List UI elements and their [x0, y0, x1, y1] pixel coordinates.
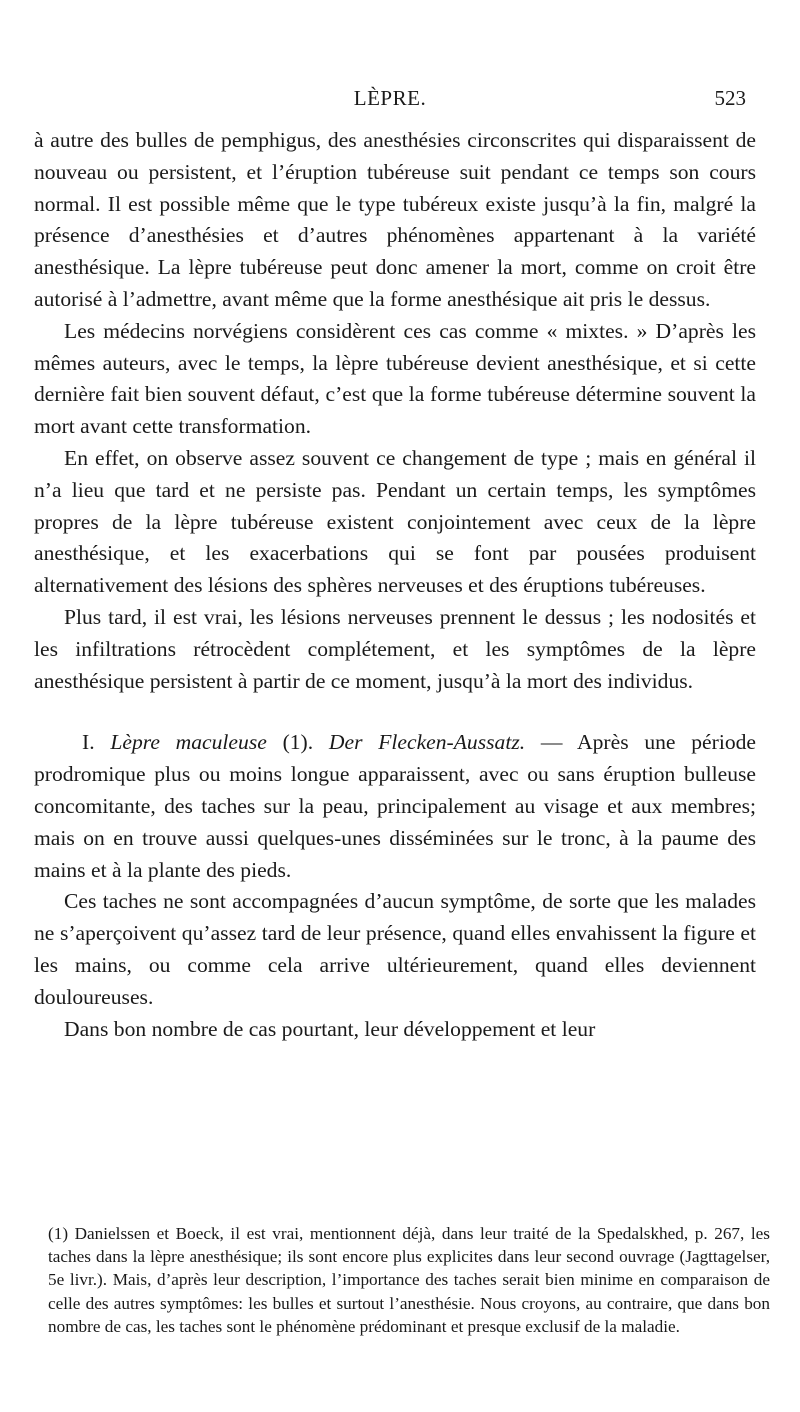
section-text: Après une période prodromique plus ou moins longue apparaissent, avec ou sans éruption bulleuse concomitante, des taches sur la peau, principalement au visage et aux membres; mais on en trouve aussi quelques-unes disséminées sur le tronc, à la paume des mains et à la plante des pieds.	[34, 730, 757, 882]
paragraph-mixed-cases: Les médecins norvégiens considèrent ces cas comme « mixtes. » D’après les mêmes auteurs, avec le temps, la lèpre tubéreuse devient anesthésique, et si cette dernière fait bien souvent défaut, c’est que la forme tubéreuse détermine souvent la mort avant cette transformation.	[34, 318, 756, 439]
footnote-1	[48, 1222, 770, 1338]
paragraph-nervous-lesions: Plus tard, il est vrai, les lésions nerveuses prennent le dessus ; les nodosités et les infiltrations rétrocèdent complétement, et les symptômes de la lèpre anesthésique persistent à partir de ce moment, jusqu’à la mort des individus.	[34, 604, 756, 693]
section-dash: —	[540, 730, 563, 755]
page-number: 523	[714, 86, 746, 110]
footnote-reference: (1)	[282, 730, 308, 755]
section-number: I.	[82, 730, 95, 755]
running-title: LÈPRE.	[353, 86, 427, 110]
paragraph-development: Dans bon nombre de cas pourtant, leur développement et leur	[64, 1016, 596, 1041]
section-title-fr: Lèpre maculeuse	[110, 730, 267, 755]
section-title-de: Der Flecken-Aussatz.	[328, 730, 526, 755]
section-maculeuse: I. Lèpre maculeuse (1). Der Flecken-Aussatz. — Après une période prodromique plus ou moins longue apparaissent, avec ou sans éruption bulleuse concomitante, des taches sur la peau, principalement au visage et aux membres; mais on en trouve aussi quelques-unes disséminées sur le tronc, à la paume des mains et à la plante des pieds.	[34, 730, 757, 882]
footnote-text: Danielssen et Boeck, il est vrai, mentionnent déjà, dans leur traité de la Spedalskhed, p. 267, les taches dans la lèpre anesthésique; ils sont encore plus explicites dans leur second ouvrage (Jagttagelser, 5e livr.). Mais, d’après leur description, l’importance des taches serait bien minime en comparaison de celle des autres symptômes: les bulles et surtout l’anesthésie. Nous croyons, au contraire, que dans bon nombre de cas, les taches sont le phénomène prédominant et presque exclusif de la maladie.	[48, 1224, 770, 1336]
footnotes	[48, 1222, 770, 1338]
paragraph-type-change: En effet, on observe assez souvent ce changement de type ; mais en général il n’a lieu que tard et ne persiste pas. Pendant un certain temps, les symptômes propres de la lèpre tubéreuse existent conjointement avec ceux de la lèpre anesthésique, et les exacerbations qui se font par pousées produisent alternativement des lésions des sphères nerveuses et des éruptions tubéreuses.	[34, 445, 756, 598]
paragraph-symptoms: Ces taches ne sont accompagnées d’aucun symptôme, de sorte que les malades ne s’aperçoivent qu’assez tard de leur présence, quand elles envahissent la figure et les mains, ou comme cela arrive ultérieurement, quand elles deviennent douloureuses.	[34, 889, 756, 1009]
running-head	[34, 86, 746, 116]
paragraph-continued: à autre des bulles de pemphigus, des anesthésies circonscrites qui disparaissent de nouveau ou persistent, et l’éruption tubéreuse suit pendant ce temps son cours normal. Il est possible même que le type tubéreux existe jusqu’à la fin, malgré la présence d’anesthésies et d’autres phénomènes appartenant à la variété anesthésique. La lèpre tubéreuse peut donc amener la mort, comme on croit être autorisé à l’admettre, avant même que la forme anesthésique ait pris le dessus.	[34, 128, 756, 311]
footnote-marker: (1)	[48, 1224, 69, 1243]
body-text	[34, 125, 756, 1045]
